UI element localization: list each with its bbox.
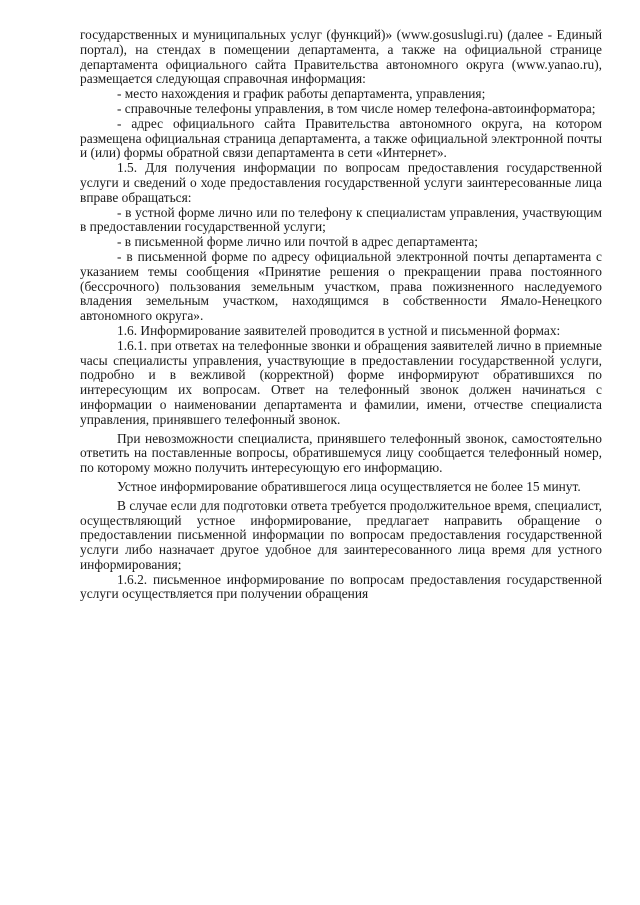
paragraph: - адрес официального сайта Правительства автономного округа, на котором размещена официальная страница департамента, а также официальной электронной почты и (или) формы обратной связи департамента в сети «Интернет».	[80, 115, 602, 161]
document-body	[80, 28, 602, 602]
paragraph: При невозможности специалиста, принявшего телефонный звонок, самостоятельно ответить на поставленные вопросы, обратившемуся лицу сообщается телефонный номер, по которому можно получить интересующую его информацию.	[80, 430, 602, 476]
paragraph: государственных и муниципальных услуг (функций)» (www.gosuslugi.ru) (далее - Единый портал), на стендах в помещении департамента, а также на официальной странице департамента официального сайта Правительства автономного округа (www.yanao.ru), размещается следующая справочная информация:	[80, 27, 602, 87]
paragraph: 1.6.2. письменное информирование по вопросам предоставления государственной услуги осуществляется при получении обращения	[80, 571, 602, 602]
paragraph: 1.6. Информирование заявителей проводится в устной и письменной формах:	[117, 322, 561, 338]
paragraph: Устное информирование обратившегося лица осуществляется не более 15 минут.	[117, 478, 581, 494]
paragraph: В случае если для подготовки ответа требуется продолжительное время, специалист, осуществляющий устное информирование, предлагает направить обращение о предоставлении письменной информации по вопросам предоставления государственной услуги либо назначает другое удобное для заинтересованного лица время для устного информирования;	[80, 497, 602, 572]
paragraph: 1.6.1. при ответах на телефонные звонки и обращения заявителей лично в приемные часы специалисты управления, участвующие в предоставлении государственной услуги, подробно и в вежливой (корректной) форме информируют обратившихся по интересующим их вопросам. Ответ на телефонный звонок должен начинаться с информации о наименовании департамента и фамилии, имени, отчестве специалиста управления, принявшего телефонный звонок.	[80, 337, 602, 427]
paragraph: - в письменной форме по адресу официальной электронной почты департамента с указанием темы сообщения «Принятие решения о прекращении права постоянного (бессрочного) пользования земельным участком, права пожизненного наследуемого владения земельным участком, находящимся в собственности Ямало-Ненецкого автономного округа».	[80, 248, 602, 324]
paragraph: - в устной форме лично или по телефону к специалистам управления, участвующим в предоставлении государственной услуги;	[80, 204, 602, 235]
paragraph: - справочные телефоны управления, в том числе номер телефона-автоинформатора;	[117, 100, 596, 116]
paragraph: - в письменной форме лично или почтой в адрес департамента;	[117, 234, 479, 250]
paragraph: - место нахождения и график работы департамента, управления;	[117, 86, 486, 102]
paragraph: 1.5. Для получения информации по вопросам предоставления государственной услуги и сведений о ходе предоставления государственной услуги заинтересованные лица вправе обращаться:	[80, 160, 602, 205]
